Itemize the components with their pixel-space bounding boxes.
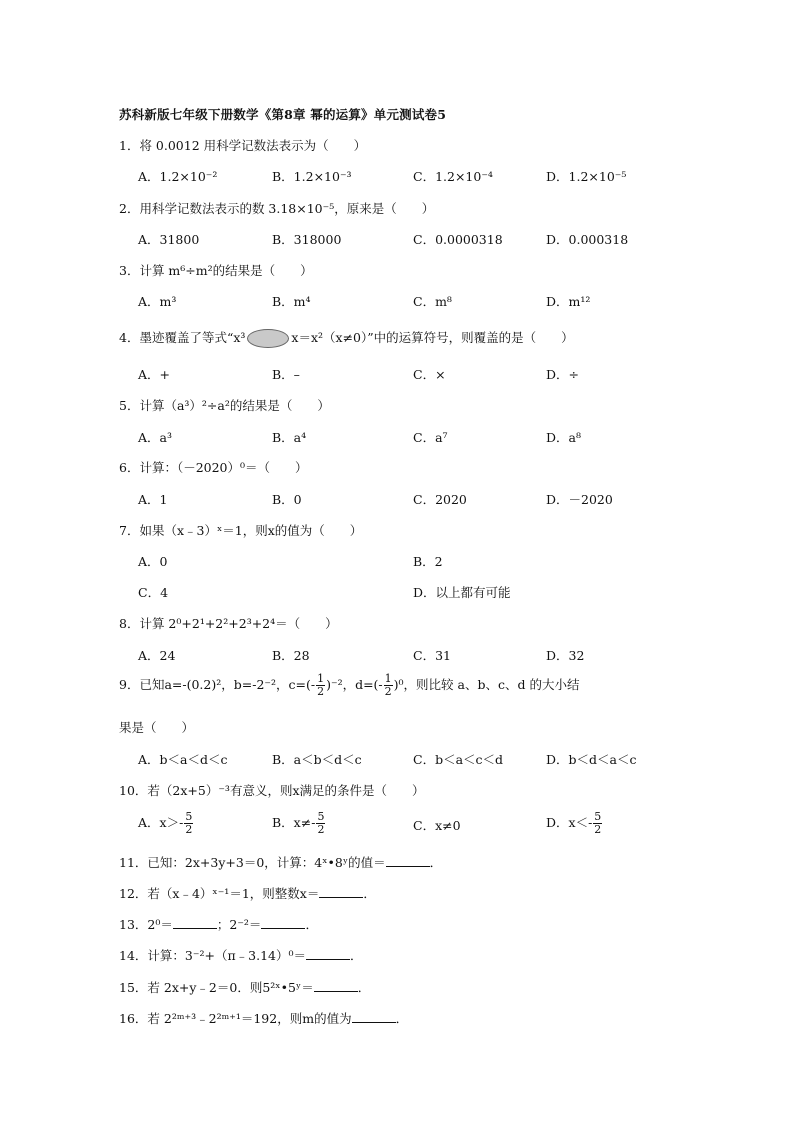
- period: ．: [429, 855, 443, 870]
- answer-blank[interactable]: [314, 979, 358, 992]
- period: ．: [395, 1011, 409, 1026]
- option-b[interactable]: B．318000: [272, 232, 342, 247]
- option-a[interactable]: A．1.2×10⁻²: [138, 169, 218, 184]
- period: ．: [305, 917, 318, 932]
- fraction-denominator: 2: [317, 823, 325, 836]
- question-7-options-row1: [138, 552, 658, 572]
- fraction-denominator: 2: [384, 685, 392, 698]
- question-4: [119, 328, 574, 348]
- question-9: [119, 673, 579, 698]
- question-3-options: [138, 292, 658, 312]
- option-b[interactable]: B．–: [272, 367, 300, 382]
- fraction-numerator: 5: [185, 810, 193, 823]
- question-10-options: [138, 811, 658, 841]
- fraction: [316, 811, 325, 836]
- fraction-c: [316, 673, 325, 698]
- question-10: 10．若（2x+5）⁻³有意义，则x满足的条件是（ ）: [119, 783, 425, 798]
- option-b[interactable]: B．a＜b＜d＜c: [272, 752, 362, 767]
- question-7: 7．如果（x﹣3）ˣ＝1，则x的值为（ ）: [119, 523, 363, 538]
- option-c[interactable]: C．2020: [413, 492, 467, 507]
- option-d[interactable]: D．32: [546, 648, 585, 663]
- question-5: 5．计算（a³）²÷a²的结果是（ ）: [119, 398, 330, 413]
- question-9-line2: 果是（ ）: [119, 720, 195, 735]
- option-a[interactable]: [138, 811, 194, 836]
- question-9-stem-c: )⁰，则比较 a、b、c、d 的大小结: [393, 677, 580, 692]
- question-9-stem-b: )⁻²，d=(-: [326, 677, 383, 692]
- fraction-denominator: 2: [594, 823, 602, 836]
- fraction: [593, 811, 602, 836]
- option-d[interactable]: D．1.2×10⁻⁵: [546, 169, 627, 184]
- question-13: [119, 915, 318, 933]
- question-14: [119, 946, 363, 964]
- fraction-d: [384, 673, 393, 698]
- question-15-stem: 15．若 2x+y﹣2＝0．则5²ˣ•5ʸ＝: [119, 980, 314, 995]
- question-12-stem: 12．若（x﹣4）ˣ⁻¹＝1，则整数x＝: [119, 886, 320, 901]
- answer-blank[interactable]: [306, 947, 350, 960]
- fraction-numerator: 1: [317, 672, 325, 685]
- question-1: 1．将 0.0012 用科学记数法表示为（ ）: [119, 138, 367, 153]
- question-11-stem: 11．已知：2x+3y+3＝0，计算：4ˣ•8ʸ的值＝: [119, 855, 386, 870]
- option-d[interactable]: D．÷: [546, 367, 579, 382]
- question-7-options-row2: [138, 583, 658, 603]
- period: ．: [357, 980, 371, 995]
- option-c[interactable]: C．4: [138, 585, 169, 600]
- option-b[interactable]: [272, 811, 326, 836]
- answer-blank[interactable]: [261, 916, 305, 929]
- option-d[interactable]: D．0.000318: [546, 232, 629, 247]
- option-c[interactable]: C．b＜a＜c＜d: [413, 752, 504, 767]
- ink-blot-icon: [247, 329, 289, 348]
- question-6-options: [138, 490, 658, 510]
- fraction-numerator: 5: [594, 810, 602, 823]
- option-b[interactable]: B．0: [272, 492, 302, 507]
- question-8-options: [138, 646, 658, 666]
- question-11: [119, 853, 442, 871]
- fraction: [184, 811, 193, 836]
- question-5-options: [138, 428, 658, 448]
- option-c[interactable]: C．a⁷: [413, 430, 448, 445]
- option-b[interactable]: B．28: [272, 648, 310, 663]
- option-c[interactable]: C．31: [413, 648, 451, 663]
- option-b[interactable]: B．2: [413, 554, 443, 569]
- question-8: 8．计算 2⁰+2¹+2²+2³+2⁴＝（ ）: [119, 616, 338, 631]
- option-c[interactable]: C．×: [413, 367, 446, 382]
- option-d[interactable]: D．以上都有可能: [413, 585, 511, 600]
- option-b[interactable]: B．a⁴: [272, 430, 307, 445]
- fraction-numerator: 5: [317, 810, 325, 823]
- option-a[interactable]: A．+: [138, 367, 171, 382]
- question-14-stem: 14．计算：3⁻²+（π﹣3.14）⁰＝: [119, 948, 306, 963]
- option-d[interactable]: [546, 811, 603, 836]
- question-13-stem-a: 13．2⁰＝: [119, 917, 173, 932]
- period: ．: [363, 886, 376, 901]
- option-a[interactable]: A．1: [138, 492, 168, 507]
- period: ．: [350, 948, 363, 963]
- answer-blank[interactable]: [386, 854, 430, 867]
- question-4-options: [138, 365, 658, 385]
- question-4-stem-start: 4．墨迹覆盖了等式“x³: [119, 330, 246, 345]
- answer-blank[interactable]: [352, 1010, 396, 1023]
- option-a[interactable]: A．24: [138, 648, 176, 663]
- page-title: 苏科新版七年级下册数学《第8章 幂的运算》单元测试卷5: [119, 107, 447, 122]
- option-c[interactable]: C．m⁸: [413, 294, 452, 309]
- option-a[interactable]: A．0: [138, 554, 168, 569]
- option-c[interactable]: C．0.0000318: [413, 232, 503, 247]
- question-15: [119, 978, 370, 996]
- option-c[interactable]: C．1.2×10⁻⁴: [413, 169, 493, 184]
- question-16: [119, 1009, 408, 1027]
- answer-blank[interactable]: [173, 916, 217, 929]
- question-1-options: [138, 167, 658, 187]
- option-c[interactable]: C．x≠0: [413, 818, 461, 833]
- option-a[interactable]: A．m³: [138, 294, 177, 309]
- question-4-stem-end: x＝x²（x≠0）”中的运算符号，则覆盖的是（ ）: [291, 330, 574, 345]
- question-3: 3．计算 m⁶÷m²的结果是（ ）: [119, 263, 313, 278]
- question-2-options: [138, 230, 658, 250]
- option-d[interactable]: D．m¹²: [546, 294, 591, 309]
- question-12: [119, 884, 376, 902]
- fraction-denominator: 2: [317, 685, 325, 698]
- option-d[interactable]: D．b＜d＜a＜c: [546, 752, 637, 767]
- question-6: 6．计算：（－2020）⁰＝（ ）: [119, 460, 308, 475]
- question-16-stem: 16．若 2²ᵐ⁺³﹣2²ᵐ⁺¹＝192，则m的值为: [119, 1011, 352, 1026]
- option-a-text: A．x＞-: [138, 815, 184, 830]
- option-b[interactable]: B．m⁴: [272, 294, 311, 309]
- question-9-stem-a: 9．已知a=-(0.2)²，b=-2⁻²，c=(-: [119, 677, 316, 692]
- question-2: 2．用科学记数法表示的数 3.18×10⁻⁵，原来是（ ）: [119, 201, 435, 216]
- option-d[interactable]: D．－2020: [546, 492, 613, 507]
- question-13-stem-b: ；2⁻²＝: [216, 917, 262, 932]
- option-b[interactable]: B．1.2×10⁻³: [272, 169, 352, 184]
- answer-blank[interactable]: [319, 885, 363, 898]
- question-9-options: [138, 750, 658, 770]
- option-b-text: B．x≠-: [272, 815, 316, 830]
- option-a[interactable]: A．b＜a＜d＜c: [138, 752, 228, 767]
- option-d[interactable]: D．a⁸: [546, 430, 581, 445]
- option-d-text: D．x＜-: [546, 815, 593, 830]
- fraction-numerator: 1: [384, 672, 392, 685]
- fraction-denominator: 2: [185, 823, 193, 836]
- option-a[interactable]: A．31800: [138, 232, 200, 247]
- option-a[interactable]: A．a³: [138, 430, 172, 445]
